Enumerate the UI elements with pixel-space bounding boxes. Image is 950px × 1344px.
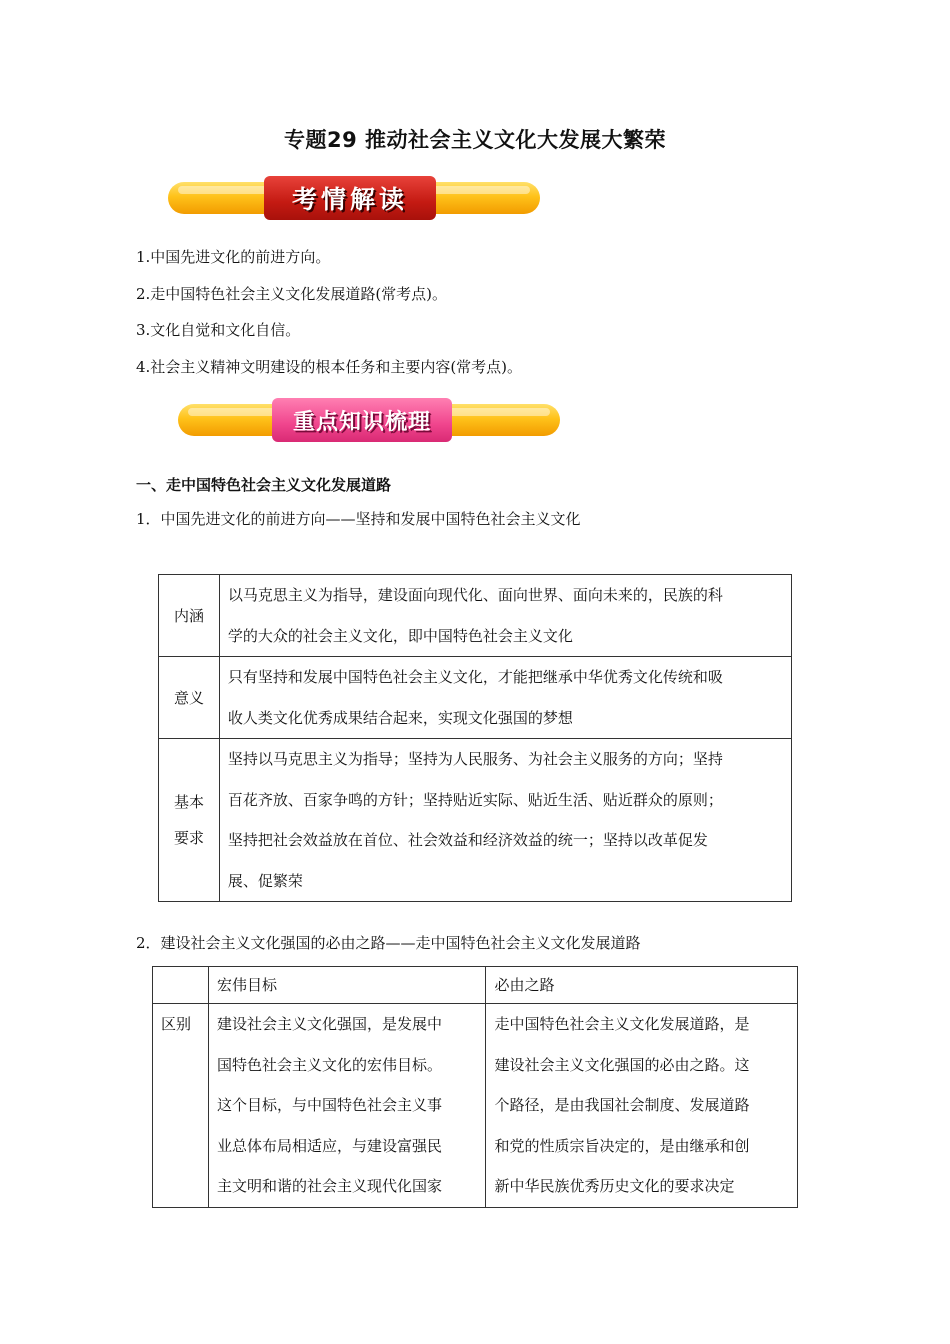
row-label: 意义 — [159, 657, 220, 739]
subsection-title: 1．中国先进文化的前进方向——坚持和发展中国特色社会主义文化 — [136, 510, 581, 528]
exam-point: 2.走中国特色社会主义文化发展道路(常考点)。 — [136, 285, 448, 303]
row-label: 内涵 — [159, 575, 220, 657]
exam-point: 1.中国先进文化的前进方向。 — [136, 248, 331, 266]
header-cell: 必由之路 — [486, 967, 798, 1004]
key-knowledge-banner — [178, 398, 560, 442]
table-row — [159, 575, 792, 657]
table-row — [153, 1004, 798, 1208]
exam-point: 3.文化自觉和文化自信。 — [136, 321, 301, 339]
banner-ribbon: 重点知识梳理 — [272, 398, 452, 442]
row-label: 区别 — [153, 1004, 209, 1208]
path-cell: 走中国特色社会主义文化发展道路，是 建设社会主义文化强国的必由之路。这 个路径，是由我国社会制度、发展道路 和党的性质宗旨决定的，是由继承和创 新中华民族优秀历史文化的要求决定 — [486, 1004, 798, 1208]
row-content: 坚持以马克思主义为指导；坚持为人民服务、为社会主义服务的方向；坚持 百花齐放、百家争鸣的方针；坚持贴近实际、贴近生活、贴近群众的原则； 坚持把社会效益放在首位、社会效益和经济效益的统一；坚持以改革促发 展、促繁荣 — [219, 739, 791, 902]
exam-analysis-banner — [168, 176, 540, 220]
row-content: 以马克思主义为指导，建设面向现代化、面向世界、面向未来的，民族的科 学的大众的社会主义文化，即中国特色社会主义文化 — [219, 575, 791, 657]
page-title: 专题29 推动社会主义文化大发展大繁荣 — [283, 128, 667, 152]
exam-point: 4.社会主义精神文明建设的根本任务和主要内容(常考点)。 — [136, 358, 523, 376]
row-content: 只有坚持和发展中国特色社会主义文化，才能把继承中华优秀文化传统和吸 收人类文化优秀成果结合起来，实现文化强国的梦想 — [219, 657, 791, 739]
table-header-row — [153, 967, 798, 1004]
header-cell — [153, 967, 209, 1004]
path-table — [152, 966, 798, 1208]
table-row — [159, 657, 792, 739]
goal-cell: 建设社会主义文化强国，是发展中 国特色社会主义文化的宏伟目标。 这个目标，与中国特色社会主义事 业总体布局相适应，与建设富强民 主文明和谐的社会主义现代化国家 — [208, 1004, 486, 1208]
subsection-title: 2．建设社会主义文化强国的必由之路——走中国特色社会主义文化发展道路 — [136, 934, 641, 952]
row-label: 基本 要求 — [159, 739, 220, 902]
table-row — [159, 739, 792, 902]
banner-ribbon: 考情解读 — [264, 176, 436, 220]
direction-table — [158, 574, 792, 902]
header-cell: 宏伟目标 — [208, 967, 486, 1004]
section-heading: 一、走中国特色社会主义文化发展道路 — [136, 476, 392, 494]
